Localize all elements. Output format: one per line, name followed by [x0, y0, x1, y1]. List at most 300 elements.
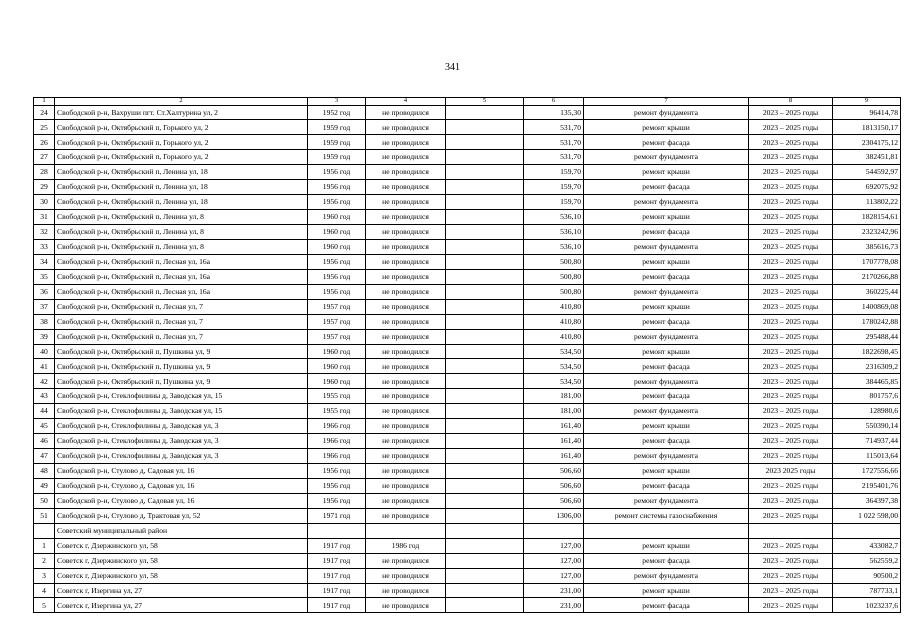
column-5-cell: [446, 180, 524, 195]
table-row: [34, 389, 901, 404]
work-type-cell: ремонт фасада: [584, 180, 749, 195]
table-row: [34, 538, 901, 553]
cost-cell: 2170266,88: [833, 269, 901, 284]
work-type-cell: ремонт фундамента: [584, 195, 749, 210]
period-cell: 2023 – 2025 годы: [749, 150, 833, 165]
address-cell: Свободской р-н, Октябрьский п, Пушкина ул, 9: [55, 359, 308, 374]
section-header-row: [34, 523, 901, 538]
construction-year-cell: 1955 год: [308, 404, 366, 419]
table-row: [34, 344, 901, 359]
table-row: [34, 434, 901, 449]
cost-cell: 128980,6: [833, 404, 901, 419]
period-cell: 2023 – 2025 годы: [749, 210, 833, 225]
table-row: [34, 269, 901, 284]
survey-cell: 1986 год: [366, 538, 446, 553]
cost-cell: 1828154,61: [833, 210, 901, 225]
column-5-cell: [446, 598, 524, 613]
cost-cell: 562559,2: [833, 553, 901, 568]
section-title: Советский муниципальный район: [55, 523, 308, 538]
construction-year-cell: 1957 год: [308, 314, 366, 329]
address-cell: Свободской р-н, Вахруши пгт. Ст.Халтурина ул, 2: [55, 105, 308, 120]
construction-year-cell: 1960 год: [308, 225, 366, 240]
column-5-cell: [446, 284, 524, 299]
survey-cell: не проводился: [366, 464, 446, 479]
period-cell: 2023 – 2025 годы: [749, 269, 833, 284]
column-5-cell: [446, 493, 524, 508]
table-row: [34, 314, 901, 329]
work-type-cell: ремонт фундамента: [584, 329, 749, 344]
row-number: 33: [34, 239, 55, 254]
row-number: 3: [34, 568, 55, 583]
row-number: 50: [34, 493, 55, 508]
period-cell: 2023 2025 годы: [749, 464, 833, 479]
table-row: [34, 478, 901, 493]
column-number: 6: [524, 98, 584, 106]
column-number: 1: [34, 98, 55, 106]
area-cell: 159,70: [524, 195, 584, 210]
column-5-cell: [446, 344, 524, 359]
address-cell: Свободской р-н, Октябрьский п, Лесная ул, 16а: [55, 284, 308, 299]
table-row: [34, 419, 901, 434]
section-empty-cell: [524, 523, 584, 538]
cost-cell: 113802,22: [833, 195, 901, 210]
table-row: [34, 404, 901, 419]
section-empty-cell: [446, 523, 524, 538]
cost-cell: 360225,44: [833, 284, 901, 299]
row-number: 28: [34, 165, 55, 180]
area-cell: 506,60: [524, 493, 584, 508]
row-number: 40: [34, 344, 55, 359]
table-row: [34, 225, 901, 240]
section-empty-cell: [833, 523, 901, 538]
table-row: [34, 239, 901, 254]
period-cell: 2023 – 2025 годы: [749, 508, 833, 523]
table-row: [34, 583, 901, 598]
cost-cell: 382451,81: [833, 150, 901, 165]
survey-cell: не проводился: [366, 239, 446, 254]
construction-year-cell: 1960 год: [308, 359, 366, 374]
period-cell: 2023 – 2025 годы: [749, 225, 833, 240]
construction-year-cell: 1956 год: [308, 269, 366, 284]
row-number: 49: [34, 478, 55, 493]
construction-year-cell: 1956 год: [308, 284, 366, 299]
row-number: 32: [34, 225, 55, 240]
row-number: 45: [34, 419, 55, 434]
address-cell: Советск г, Дзержинского ул, 58: [55, 568, 308, 583]
construction-year-cell: 1956 год: [308, 464, 366, 479]
row-number: 42: [34, 374, 55, 389]
work-type-cell: ремонт крыши: [584, 254, 749, 269]
area-cell: 159,70: [524, 165, 584, 180]
row-number: 37: [34, 299, 55, 314]
column-5-cell: [446, 538, 524, 553]
area-cell: 1306,00: [524, 508, 584, 523]
row-number: 5: [34, 598, 55, 613]
cost-cell: 90500,2: [833, 568, 901, 583]
table-row: [34, 553, 901, 568]
construction-year-cell: 1917 год: [308, 583, 366, 598]
period-cell: 2023 – 2025 годы: [749, 434, 833, 449]
survey-cell: не проводился: [366, 314, 446, 329]
address-cell: Советск г, Дзержинского ул, 58: [55, 538, 308, 553]
cost-cell: 550390,14: [833, 419, 901, 434]
work-type-cell: ремонт крыши: [584, 210, 749, 225]
area-cell: 410,80: [524, 299, 584, 314]
table-row: [34, 568, 901, 583]
period-cell: 2023 – 2025 годы: [749, 568, 833, 583]
period-cell: 2023 – 2025 годы: [749, 538, 833, 553]
construction-year-cell: 1952 год: [308, 105, 366, 120]
area-cell: 410,80: [524, 314, 584, 329]
table-row: [34, 508, 901, 523]
area-cell: 506,60: [524, 478, 584, 493]
work-type-cell: ремонт фундамента: [584, 239, 749, 254]
construction-year-cell: 1917 год: [308, 568, 366, 583]
construction-year-cell: 1956 год: [308, 493, 366, 508]
period-cell: 2023 – 2025 годы: [749, 553, 833, 568]
address-cell: Свободской р-н, Стеклофилины д, Заводская ул, 3: [55, 449, 308, 464]
row-number: 34: [34, 254, 55, 269]
row-number: 31: [34, 210, 55, 225]
area-cell: 531,70: [524, 150, 584, 165]
survey-cell: не проводился: [366, 135, 446, 150]
area-cell: 536,10: [524, 239, 584, 254]
work-type-cell: ремонт фасада: [584, 478, 749, 493]
table-row: [34, 254, 901, 269]
area-cell: 161,40: [524, 419, 584, 434]
construction-year-cell: 1966 год: [308, 434, 366, 449]
column-5-cell: [446, 508, 524, 523]
cost-cell: 2323242,96: [833, 225, 901, 240]
column-5-cell: [446, 195, 524, 210]
period-cell: 2023 – 2025 годы: [749, 493, 833, 508]
work-type-cell: ремонт фундамента: [584, 568, 749, 583]
column-5-cell: [446, 254, 524, 269]
period-cell: 2023 – 2025 годы: [749, 329, 833, 344]
construction-year-cell: 1956 год: [308, 180, 366, 195]
address-cell: Свободской р-н, Стулово д, Трактовая ул, 52: [55, 508, 308, 523]
work-type-cell: ремонт фундамента: [584, 284, 749, 299]
work-type-cell: ремонт крыши: [584, 120, 749, 135]
work-type-cell: ремонт крыши: [584, 165, 749, 180]
table-row: [34, 374, 901, 389]
cost-cell: 1822698,45: [833, 344, 901, 359]
row-number: 36: [34, 284, 55, 299]
construction-year-cell: 1917 год: [308, 598, 366, 613]
row-number: 4: [34, 583, 55, 598]
survey-cell: не проводился: [366, 374, 446, 389]
period-cell: 2023 – 2025 годы: [749, 165, 833, 180]
period-cell: 2023 – 2025 годы: [749, 478, 833, 493]
cost-cell: 2195401,76: [833, 478, 901, 493]
cost-cell: 1727556,66: [833, 464, 901, 479]
column-5-cell: [446, 568, 524, 583]
period-cell: 2023 – 2025 годы: [749, 404, 833, 419]
area-cell: 500,80: [524, 254, 584, 269]
address-cell: Свободской р-н, Стулово д, Садовая ул, 16: [55, 478, 308, 493]
work-type-cell: ремонт крыши: [584, 299, 749, 314]
work-type-cell: ремонт крыши: [584, 464, 749, 479]
area-cell: 161,40: [524, 449, 584, 464]
address-cell: Свободской р-н, Октябрьский п, Горького ул, 2: [55, 120, 308, 135]
column-number: 4: [366, 98, 446, 106]
construction-year-cell: 1966 год: [308, 419, 366, 434]
address-cell: Советск г, Изергина ул, 27: [55, 598, 308, 613]
period-cell: 2023 – 2025 годы: [749, 419, 833, 434]
work-type-cell: ремонт фасада: [584, 553, 749, 568]
period-cell: 2023 – 2025 годы: [749, 598, 833, 613]
column-5-cell: [446, 583, 524, 598]
area-cell: 534,50: [524, 359, 584, 374]
area-cell: 231,00: [524, 583, 584, 598]
construction-year-cell: 1960 год: [308, 344, 366, 359]
survey-cell: не проводился: [366, 150, 446, 165]
survey-cell: не проводился: [366, 583, 446, 598]
survey-cell: не проводился: [366, 493, 446, 508]
column-5-cell: [446, 225, 524, 240]
survey-cell: не проводился: [366, 568, 446, 583]
area-cell: 500,80: [524, 269, 584, 284]
row-number: 24: [34, 105, 55, 120]
period-cell: 2023 – 2025 годы: [749, 374, 833, 389]
row-number: 25: [34, 120, 55, 135]
work-type-cell: ремонт крыши: [584, 583, 749, 598]
area-cell: 534,50: [524, 344, 584, 359]
construction-year-cell: 1960 год: [308, 374, 366, 389]
survey-cell: не проводился: [366, 359, 446, 374]
column-number: 2: [55, 98, 308, 106]
cost-cell: 364397,38: [833, 493, 901, 508]
period-cell: 2023 – 2025 годы: [749, 105, 833, 120]
area-cell: 159,70: [524, 180, 584, 195]
work-type-cell: ремонт фасада: [584, 389, 749, 404]
address-cell: Свободской р-н, Октябрьский п, Пушкина ул, 9: [55, 344, 308, 359]
work-type-cell: ремонт фундамента: [584, 493, 749, 508]
row-number: 2: [34, 553, 55, 568]
cost-cell: 1400869,08: [833, 299, 901, 314]
area-cell: 127,00: [524, 538, 584, 553]
survey-cell: не проводился: [366, 404, 446, 419]
column-5-cell: [446, 374, 524, 389]
construction-year-cell: 1957 год: [308, 299, 366, 314]
survey-cell: не проводился: [366, 210, 446, 225]
table-row: [34, 120, 901, 135]
construction-year-cell: 1960 год: [308, 210, 366, 225]
table-row: [34, 165, 901, 180]
area-cell: 127,00: [524, 553, 584, 568]
repair-program-table: [33, 97, 901, 613]
cost-cell: 1780242,88: [833, 314, 901, 329]
section-empty-cell: [584, 523, 749, 538]
area-cell: 135,30: [524, 105, 584, 120]
page-number: 341: [445, 62, 460, 73]
address-cell: Свободской р-н, Октябрьский п, Ленина ул, 18: [55, 180, 308, 195]
survey-cell: не проводился: [366, 225, 446, 240]
period-cell: 2023 – 2025 годы: [749, 389, 833, 404]
table-row: [34, 449, 901, 464]
address-cell: Свободской р-н, Стулово д, Садовая ул, 16: [55, 464, 308, 479]
row-number: 30: [34, 195, 55, 210]
work-type-cell: ремонт крыши: [584, 344, 749, 359]
section-empty-cell: [308, 523, 366, 538]
row-number: 47: [34, 449, 55, 464]
survey-cell: не проводился: [366, 165, 446, 180]
work-type-cell: ремонт фундамента: [584, 150, 749, 165]
column-5-cell: [446, 165, 524, 180]
column-number-row: [34, 98, 901, 106]
area-cell: 534,50: [524, 374, 584, 389]
construction-year-cell: 1956 год: [308, 254, 366, 269]
column-5-cell: [446, 553, 524, 568]
survey-cell: не проводился: [366, 180, 446, 195]
work-type-cell: ремонт фасада: [584, 135, 749, 150]
survey-cell: не проводился: [366, 478, 446, 493]
table-row: [34, 210, 901, 225]
period-cell: 2023 – 2025 годы: [749, 314, 833, 329]
cost-cell: 385616,73: [833, 239, 901, 254]
survey-cell: не проводился: [366, 508, 446, 523]
cost-cell: 1023237,6: [833, 598, 901, 613]
address-cell: Свободской р-н, Октябрьский п, Лесная ул, 16а: [55, 254, 308, 269]
period-cell: 2023 – 2025 годы: [749, 239, 833, 254]
address-cell: Свободской р-н, Октябрьский п, Лесная ул, 7: [55, 329, 308, 344]
column-5-cell: [446, 478, 524, 493]
survey-cell: не проводился: [366, 269, 446, 284]
cost-cell: 115013,64: [833, 449, 901, 464]
row-number: 38: [34, 314, 55, 329]
address-cell: Свободской р-н, Октябрьский п, Ленина ул, 8: [55, 225, 308, 240]
period-cell: 2023 – 2025 годы: [749, 180, 833, 195]
address-cell: Свободской р-н, Октябрьский п, Горького ул, 2: [55, 135, 308, 150]
row-number: 48: [34, 464, 55, 479]
address-cell: Свободской р-н, Октябрьский п, Лесная ул, 16а: [55, 269, 308, 284]
row-number: 44: [34, 404, 55, 419]
area-cell: 127,00: [524, 568, 584, 583]
period-cell: 2023 – 2025 годы: [749, 359, 833, 374]
construction-year-cell: 1955 год: [308, 389, 366, 404]
column-5-cell: [446, 419, 524, 434]
construction-year-cell: 1956 год: [308, 165, 366, 180]
row-number: 43: [34, 389, 55, 404]
survey-cell: не проводился: [366, 299, 446, 314]
survey-cell: не проводился: [366, 254, 446, 269]
area-cell: 536,10: [524, 225, 584, 240]
work-type-cell: ремонт фундамента: [584, 404, 749, 419]
work-type-cell: ремонт фасада: [584, 359, 749, 374]
column-5-cell: [446, 389, 524, 404]
survey-cell: не проводился: [366, 284, 446, 299]
construction-year-cell: 1959 год: [308, 120, 366, 135]
area-cell: 181,00: [524, 404, 584, 419]
column-5-cell: [446, 269, 524, 284]
table-row: [34, 195, 901, 210]
work-type-cell: ремонт фундамента: [584, 449, 749, 464]
address-cell: Свободской р-н, Стулово д, Садовая ул, 16: [55, 493, 308, 508]
column-5-cell: [446, 329, 524, 344]
cost-cell: 714937,44: [833, 434, 901, 449]
column-number: 3: [308, 98, 366, 106]
column-number: 7: [584, 98, 749, 106]
column-5-cell: [446, 299, 524, 314]
area-cell: 536,10: [524, 210, 584, 225]
cost-cell: 2316309,2: [833, 359, 901, 374]
period-cell: 2023 – 2025 годы: [749, 135, 833, 150]
survey-cell: не проводился: [366, 329, 446, 344]
table-row: [34, 598, 901, 613]
row-number: 39: [34, 329, 55, 344]
work-type-cell: ремонт фасада: [584, 225, 749, 240]
cost-cell: 1707778,08: [833, 254, 901, 269]
survey-cell: не проводился: [366, 434, 446, 449]
construction-year-cell: 1917 год: [308, 553, 366, 568]
survey-cell: не проводился: [366, 120, 446, 135]
area-cell: 531,70: [524, 135, 584, 150]
column-5-cell: [446, 150, 524, 165]
column-5-cell: [446, 434, 524, 449]
area-cell: 500,80: [524, 284, 584, 299]
period-cell: 2023 – 2025 годы: [749, 299, 833, 314]
period-cell: 2023 – 2025 годы: [749, 284, 833, 299]
construction-year-cell: 1971 год: [308, 508, 366, 523]
address-cell: Советск г, Дзержинского ул, 58: [55, 553, 308, 568]
cost-cell: 2304175,12: [833, 135, 901, 150]
table-row: [34, 359, 901, 374]
period-cell: 2023 – 2025 годы: [749, 120, 833, 135]
column-5-cell: [446, 105, 524, 120]
column-5-cell: [446, 404, 524, 419]
survey-cell: не проводился: [366, 389, 446, 404]
survey-cell: не проводился: [366, 598, 446, 613]
survey-cell: не проводился: [366, 553, 446, 568]
row-number: 27: [34, 150, 55, 165]
column-number: 9: [833, 98, 901, 106]
area-cell: 410,80: [524, 329, 584, 344]
row-number: 26: [34, 135, 55, 150]
construction-year-cell: 1959 год: [308, 150, 366, 165]
column-5-cell: [446, 314, 524, 329]
survey-cell: не проводился: [366, 105, 446, 120]
table-row: [34, 284, 901, 299]
construction-year-cell: 1956 год: [308, 195, 366, 210]
survey-cell: не проводился: [366, 344, 446, 359]
table-row: [34, 464, 901, 479]
column-number: 5: [446, 98, 524, 106]
address-cell: Свободской р-н, Октябрьский п, Лесная ул, 7: [55, 314, 308, 329]
period-cell: 2023 – 2025 годы: [749, 195, 833, 210]
address-cell: Свободской р-н, Октябрьский п, Ленина ул, 18: [55, 195, 308, 210]
survey-cell: не проводился: [366, 449, 446, 464]
cost-cell: 787733,1: [833, 583, 901, 598]
area-cell: 531,70: [524, 120, 584, 135]
section-number-cell: [34, 523, 55, 538]
period-cell: 2023 – 2025 годы: [749, 449, 833, 464]
period-cell: 2023 – 2025 годы: [749, 583, 833, 598]
cost-cell: 544592,97: [833, 165, 901, 180]
work-type-cell: ремонт фасада: [584, 434, 749, 449]
column-5-cell: [446, 120, 524, 135]
column-5-cell: [446, 359, 524, 374]
column-5-cell: [446, 449, 524, 464]
address-cell: Свободской р-н, Стеклофилины д, Заводская ул, 3: [55, 419, 308, 434]
address-cell: Свободской р-н, Стеклофилины д, Заводская ул, 15: [55, 404, 308, 419]
address-cell: Свободской р-н, Октябрьский п, Горького ул, 2: [55, 150, 308, 165]
table-row: [34, 105, 901, 120]
cost-cell: 1813150,17: [833, 120, 901, 135]
work-type-cell: ремонт крыши: [584, 538, 749, 553]
area-cell: 181,00: [524, 389, 584, 404]
cost-cell: 295488,44: [833, 329, 901, 344]
area-cell: 506,60: [524, 464, 584, 479]
